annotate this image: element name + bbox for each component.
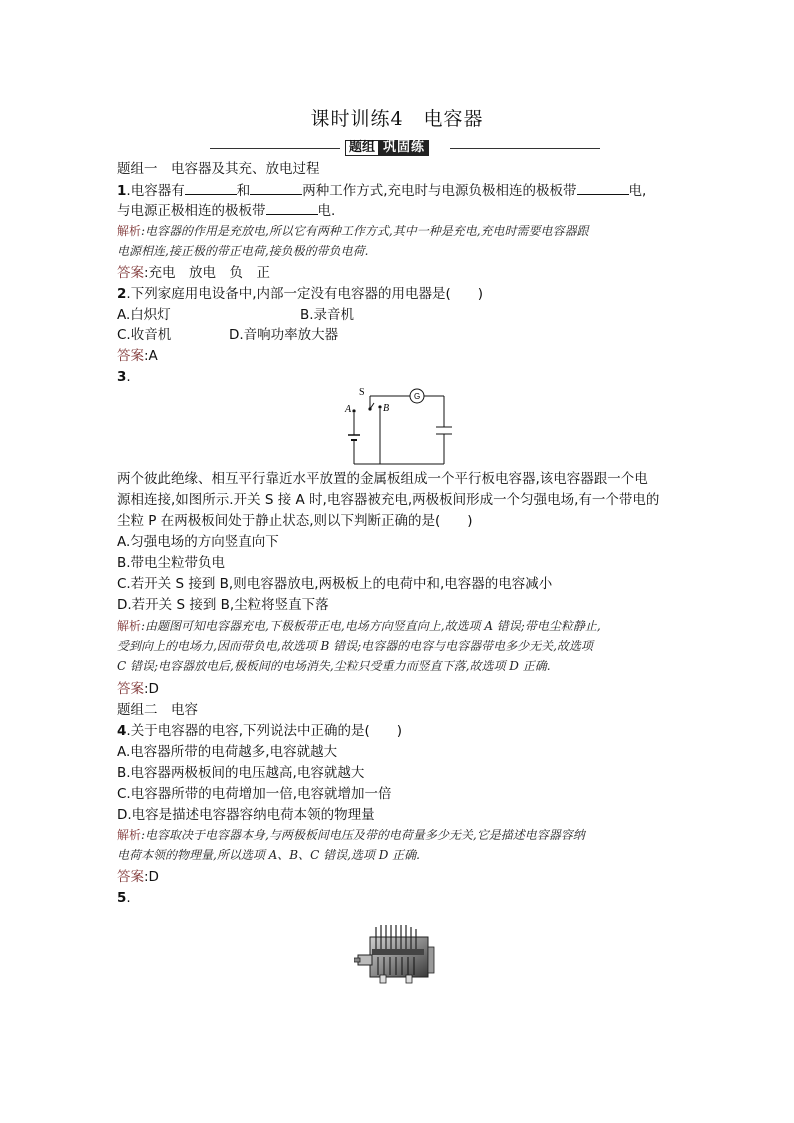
q1-blank-4 [266,202,318,215]
q2-option-d: D.音响功率放大器 [229,327,339,343]
q4-option-d: D.电容是描述电容器容纳电荷本领的物理量 [117,807,375,823]
q3-option-d: D.若开关 S 接到 B,尘粒将竖直下落 [117,597,329,613]
q1-text: 与电源正极相连的极板带 [117,203,266,219]
label-s: S [359,387,365,398]
q3-answer [117,680,159,698]
explanation-label: 解析 [117,619,142,633]
q4-explanation-line1 [117,827,585,844]
q1-answer [117,264,270,282]
explanation-text: :由题图可知电容器充电,下极板带正电,电场方向竖直向上,故选项 A 错误;带电尘粒静止, [141,619,601,633]
q2-text: .下列家庭用电设备中,内部一定没有电容器的用电器是( ) [126,286,484,302]
group1-heading: 题组一 电容器及其充、放电过程 [117,161,320,177]
q1-explanation-line1 [117,223,589,240]
band-rule-right [450,148,600,149]
q3-option-a: A.匀强电场的方向竖直向下 [117,534,279,550]
q2-stem [117,285,483,303]
answer-text: :D [144,869,159,885]
answer-label: 答案 [117,681,144,697]
q1-text: .电容器有 [126,183,185,199]
q3-stem-line2: 源相连接,如图所示.开关 S 接 A 时,电容器被充电,两极板间形成一个匀强电场,有一个带电的 [117,492,660,508]
answer-label: 答案 [117,265,144,281]
answer-label: 答案 [117,348,144,364]
variable-capacitor-photo [354,919,436,987]
q3-option-b: B.带电尘粒带负电 [117,555,226,571]
label-g: G [414,392,421,401]
q1-line1 [117,182,646,200]
band-tag-left: 题组 [345,140,379,156]
q3-number-line [117,368,131,386]
q4-explanation-line2: 电荷本领的物理量,所以选项 A、B、C 错误,选项 D 正确. [117,848,420,862]
q3-number: 3 [117,369,127,385]
q1-text: 电. [317,203,336,219]
band-tag-right: 巩固练 [379,140,429,156]
q1-text: 电, [628,183,647,199]
explanation-text: :电容器的作用是充放电,所以它有两种工作方式,其中一种是充电,充电时需要电容器跟 [141,224,589,238]
band-tag [345,140,429,156]
q3-explanation-line2: 受到向上的电场力,因而带负电,故选项 B 错误;电容器的电容与电容器带电多少无关,故选项 [117,639,593,653]
q4-option-b: B.电容器两极板间的电压越高,电容就越大 [117,765,365,781]
group2-heading: 题组二 电容 [117,702,198,718]
q1-text: 两种工作方式,充电时与电源负极相连的极板带 [302,183,577,199]
q1-blank-1 [185,182,237,195]
band-rule-left [210,148,340,149]
q2-option-b: B.录音机 [300,307,355,323]
q2-option-c: C.收音机 [117,327,172,343]
explanation-label: 解析 [117,828,142,842]
q2-number: 2 [117,286,127,302]
q1-line2 [117,202,335,220]
switch-pivot [368,407,371,410]
label-b: B [383,403,390,414]
q1-number: 1 [117,183,127,199]
q5-number: 5 [117,890,127,906]
q5-dot: . [126,890,131,906]
q4-answer [117,868,159,886]
circuit-diagram [340,387,460,467]
explanation-text: :电容取决于电容器本身,与两极板间电压及带的电荷量多少无关,它是描述电容器容纳 [141,828,585,842]
q1-blank-2 [250,182,302,195]
terminal-b [378,405,381,408]
q3-stem-line1: 两个彼此绝缘、相互平行靠近水平放置的金属板组成一个平行板电容器,该电容器跟一个电 [117,471,648,487]
answer-text: :A [144,348,158,364]
explanation-label: 解析 [117,224,142,238]
section-band [210,140,600,156]
q2-option-a: A.白炽灯 [117,307,171,323]
q1-explanation-line2: 电源相连,接正极的带正电荷,接负极的带负电荷. [117,244,369,258]
q5-number-line [117,889,131,907]
q3-stem-line3: 尘粒 P 在两极板间处于静止状态,则以下判断正确的是( ) [117,513,473,529]
q3-option-c: C.若开关 S 接到 B,则电容器放电,两极板上的电荷中和,电容器的电容减小 [117,576,553,592]
q4-text: .关于电容器的电容,下列说法中正确的是( ) [126,723,403,739]
terminal-a [352,409,355,412]
q4-option-c: C.电容器所带的电荷增加一倍,电容就增加一倍 [117,786,392,802]
q3-explanation-line1 [117,618,601,635]
q3-explanation-line3: C 错误;电容器放电后,极板间的电场消失,尘粒只受重力而竖直下落,故选项 D 正确. [117,659,551,673]
answer-text: :充电 放电 负 正 [144,265,271,281]
q4-number: 4 [117,723,127,739]
label-a: A [345,404,352,415]
answer-label: 答案 [117,869,144,885]
q3-dot: . [126,369,131,385]
q1-text: 和 [236,183,251,199]
q4-stem [117,722,402,740]
q4-option-a: A.电容器所带的电荷越多,电容就越大 [117,744,338,760]
q1-blank-3 [577,182,629,195]
q2-answer [117,347,158,365]
answer-text: :D [144,681,159,697]
page-title: 课时训练4 电容器 [310,108,484,130]
